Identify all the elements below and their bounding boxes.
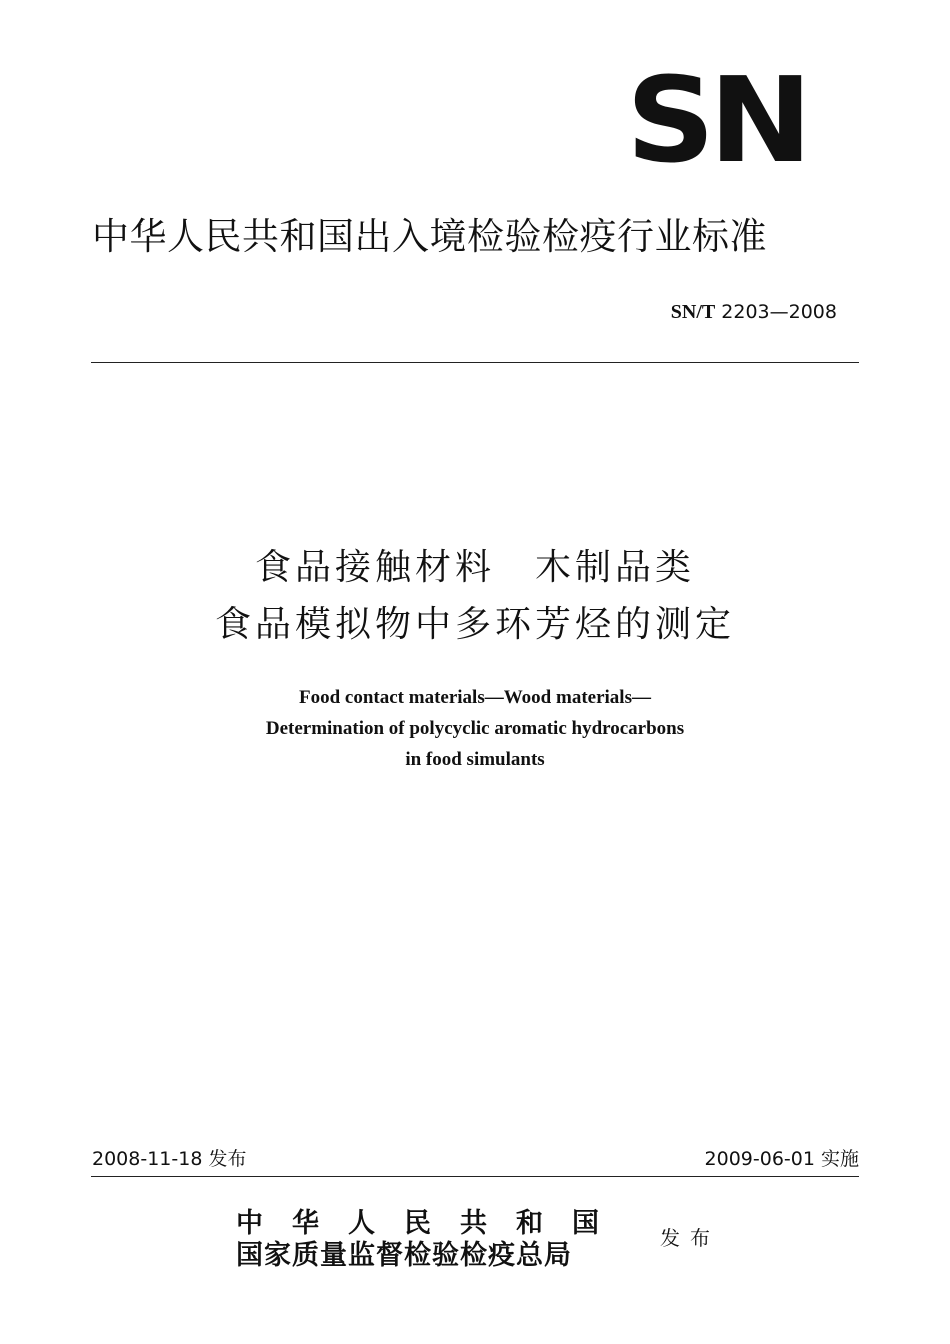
standard-number-value: 2203—2008 <box>721 301 837 323</box>
publish-label: 发布 <box>660 1226 720 1250</box>
top-divider <box>91 362 859 363</box>
issue-date: 2008-11-18 发布 <box>92 1148 247 1170</box>
title-en-line2: Determination of polycyclic aromatic hydrocarbons <box>265 718 685 739</box>
title-cn-line2: 食品模拟物中多环芳烃的测定 <box>214 604 735 645</box>
title-en-line1: Food contact materials—Wood materials— <box>299 687 651 708</box>
title-cn-line1: 食品接触材料 木制品类 <box>254 547 695 588</box>
standard-number <box>671 299 837 325</box>
implementation-date: 2009-06-01 实施 <box>704 1148 859 1170</box>
issuer-line1: 中华人民共和国 <box>236 1208 628 1239</box>
issuer-line2: 国家质量监督检验检疫总局 <box>236 1240 572 1271</box>
standard-number-prefix: SN/T <box>670 301 716 323</box>
bottom-divider <box>91 1176 859 1177</box>
sn-logo: SN <box>626 51 807 189</box>
title-en-line3: in food simulants <box>405 749 545 770</box>
standard-category: 中华人民共和国出入境检验检疫行业标准 <box>92 215 767 258</box>
issuer-block <box>236 1208 636 1272</box>
